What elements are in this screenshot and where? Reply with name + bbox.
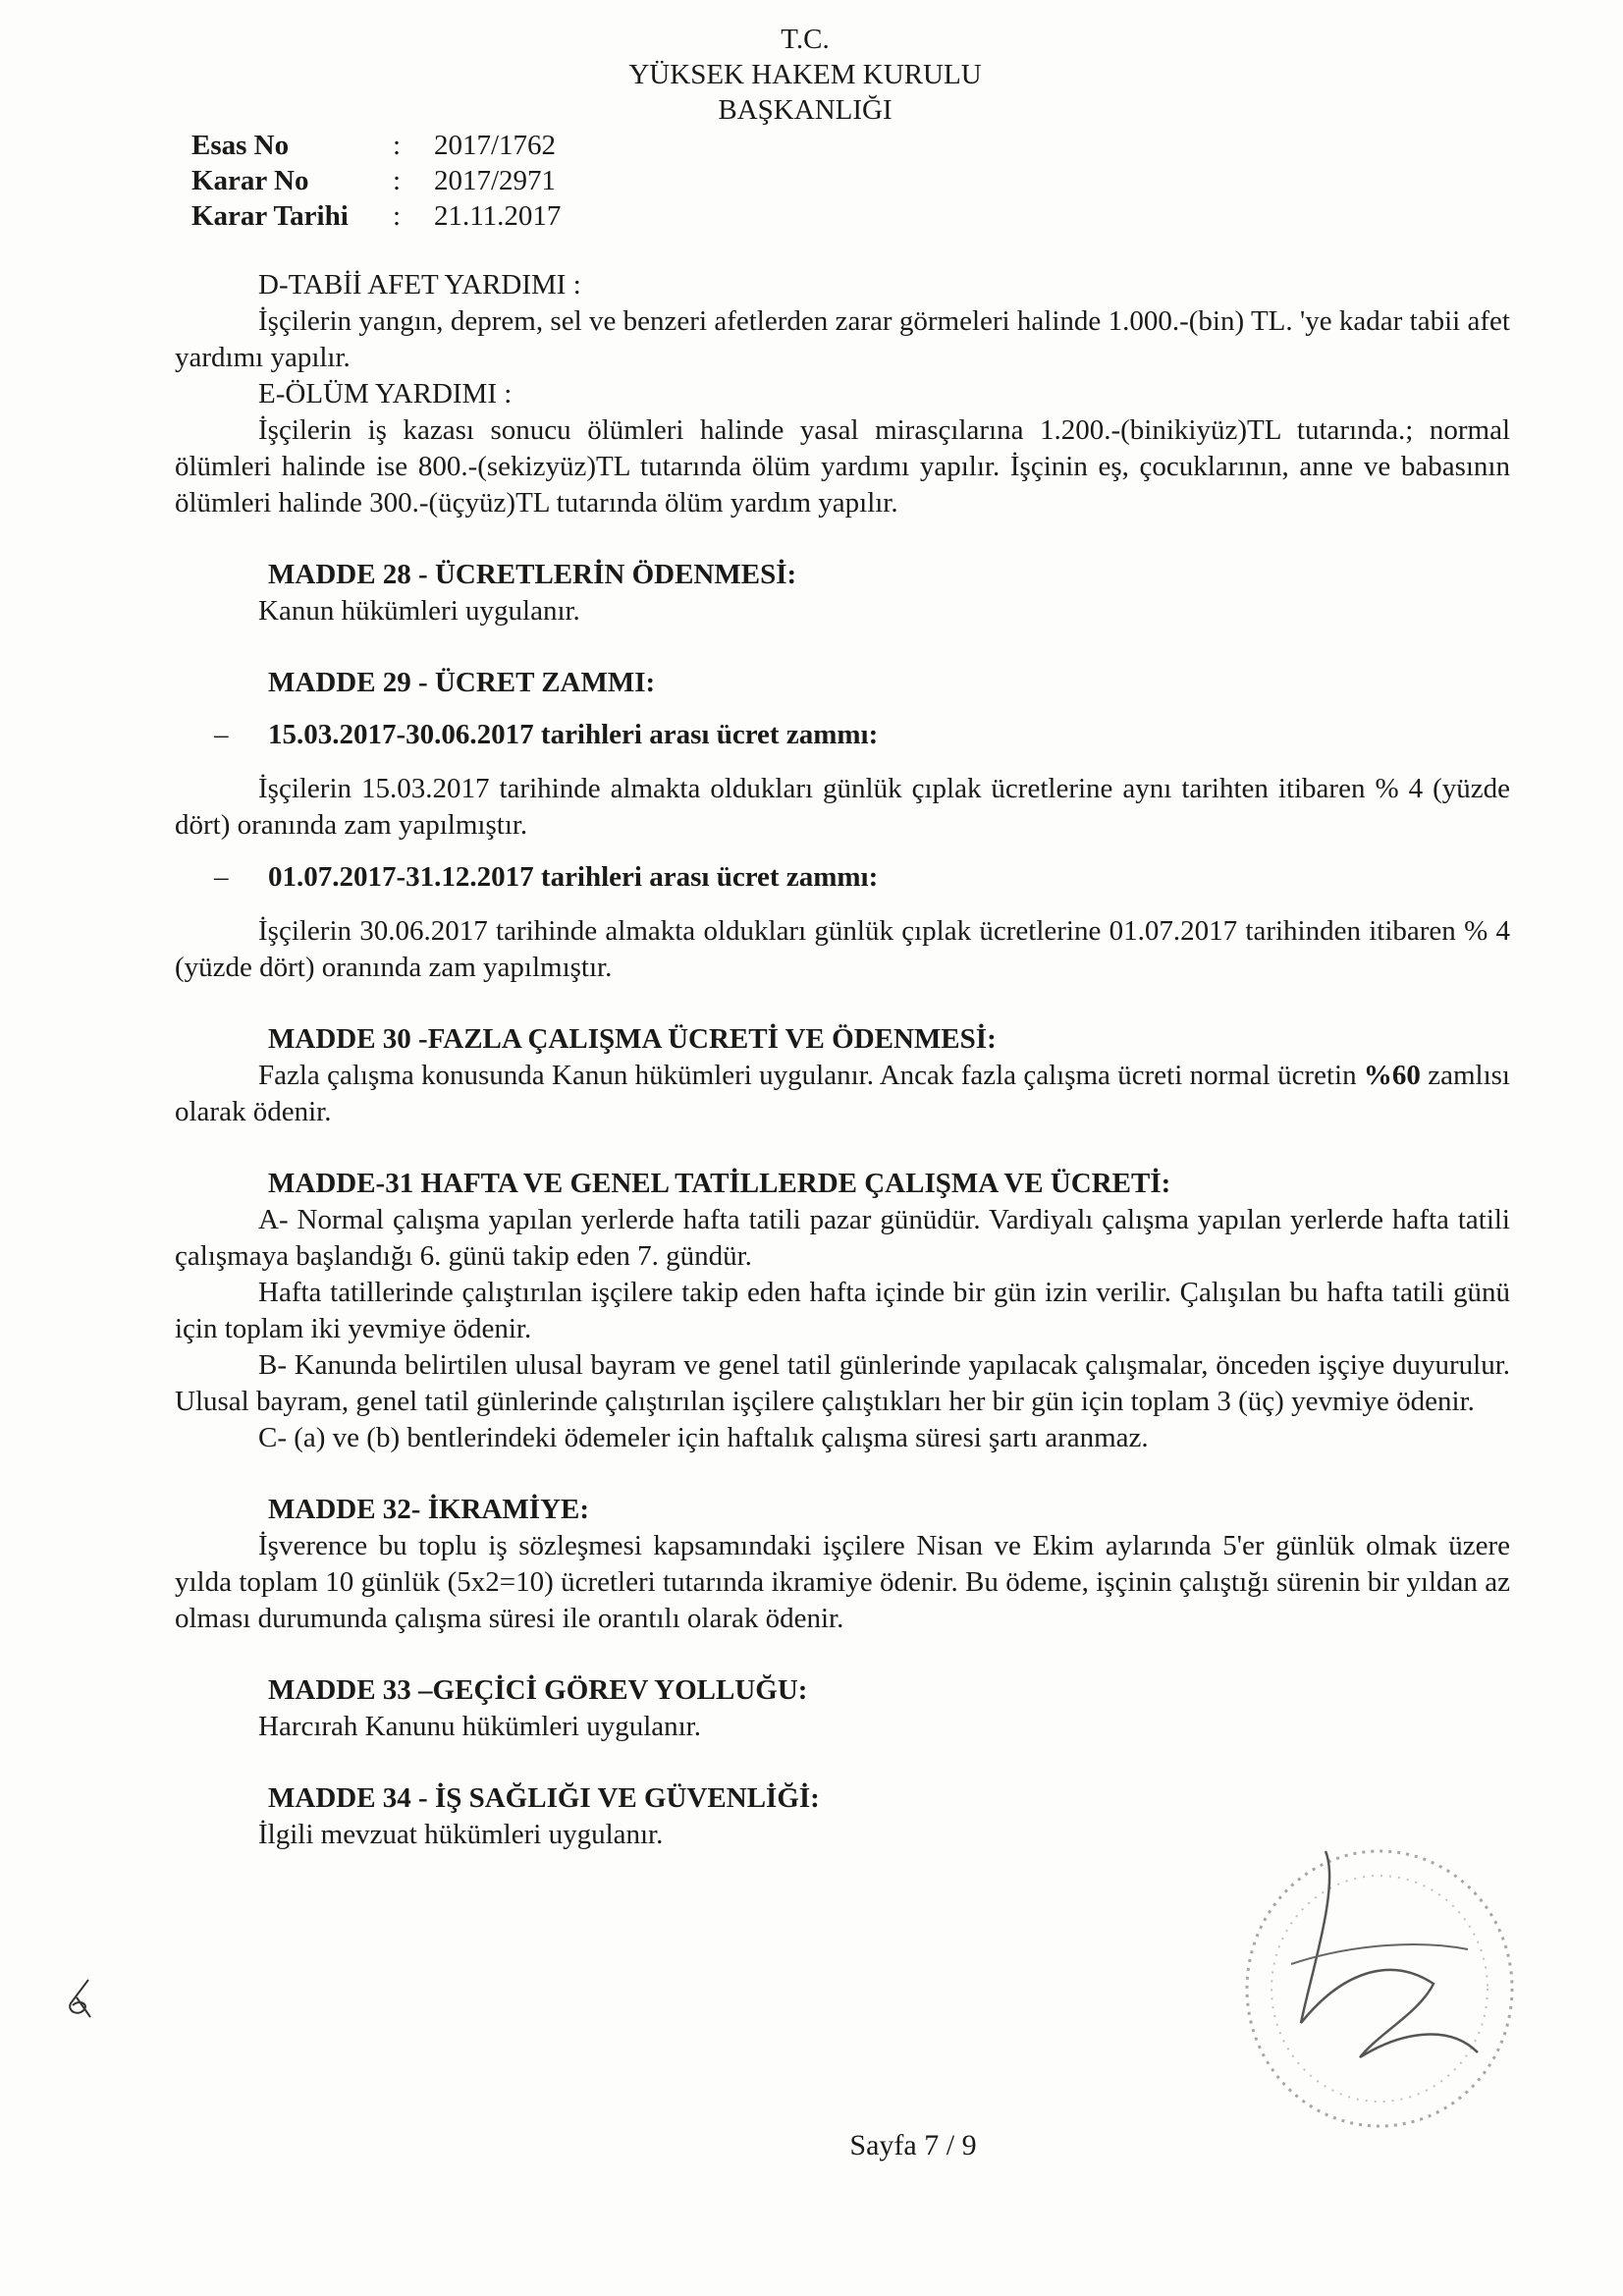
article-29-sub1-row xyxy=(175,717,1510,753)
article-29-text1: İşçilerin 15.03.2017 tarihinde almakta oldukları günlük çıplak ücretlerine aynı tarihten itibaren % 4 (yüzde dört) oranında zam yapılmıştır. xyxy=(175,773,1510,841)
dash-bullet: – xyxy=(214,719,229,750)
section-e-text: İşçilerin iş kazası sonucu ölümleri halinde yasal mirasçılarına 1.200.-(binikiyüz)TL tutarında.; normal ölümleri halinde ise 800.-(sekizyüz)TL tutarında ölüm yardımı yapılır. İşçinin eş, çocuklarının, anne ve babasının ölümleri halinde 300.-(üçyüz)TL tutarında ölüm yardım yapılır. xyxy=(175,414,1510,519)
article-32-text: İşverence bu toplu iş sözleşmesi kapsamındaki işçilere Nisan ve Ekim aylarında 5'er günlük olmak üzere yılda toplam 10 günlük (5x2=10) ücretleri tutarında ikramiye ödenir. Bu ödeme, işçinin çalıştığı sürenin bir yıldan az olması durumunda çalışma süresi ile orantılı olarak ödenir. xyxy=(175,1530,1510,1634)
article-31-b: B- Kanunda belirtilen ulusal bayram ve genel tatil günlerinde yapılacak çalışmalar, önceden işçiye duyurulur. Ulusal bayram, genel tatil günlerinde çalıştırılan işçilere çalıştıkları her bir gün için toplam 3 (üç) yevmiye ödenir. xyxy=(175,1349,1510,1417)
article-32-title: MADDE 32- İKRAMİYE: xyxy=(268,1494,590,1525)
article-33-title: MADDE 33 –GEÇİCİ GÖREV YOLLUĞU: xyxy=(268,1674,808,1706)
article-31-a: A- Normal çalışma yapılan yerlerde hafta tatili pazar günüdür. Vardiyalı çalışma yapılan yerlerde hafta tatili çalışmaya başlandığı 6. günü takip eden 7. gündür. xyxy=(175,1204,1510,1272)
header-line-3: BAŞKANLIĞI xyxy=(718,94,893,126)
section-d-title: D-TABİİ AFET YARDIMI : xyxy=(258,269,581,301)
article-29-text2: İşçilerin 30.06.2017 tarihinde almakta oldukları günlük çıplak ücretlerine 01.07.2017 tarihinden itibaren % 4 (yüzde dört) oranında zam yapılmıştır. xyxy=(175,915,1510,983)
meta-colon: : xyxy=(393,165,402,196)
meta-value: 2017/1762 xyxy=(434,130,557,161)
meta-colon: : xyxy=(393,130,402,161)
article-30-title: MADDE 30 -FAZLA ÇALIŞMA ÜCRETİ VE ÖDENMESİ: xyxy=(268,1023,997,1055)
article-34-text: İlgili mevzuat hükümleri uygulanır. xyxy=(258,1819,664,1850)
article-31-title: MADDE-31 HAFTA VE GENEL TATİLLERDE ÇALIŞMA VE ÜCRETİ: xyxy=(268,1168,1171,1199)
official-stamp-signature-icon xyxy=(1232,1827,1527,2141)
meta-label: Karar No xyxy=(191,165,309,196)
article-29-sub1-title: 15.03.2017-30.06.2017 tarihleri arası ücret zammı: xyxy=(268,719,879,750)
page-number: Sayfa 7 / 9 xyxy=(849,2129,977,2161)
article-28-text: Kanun hükümleri uygulanır. xyxy=(258,595,580,627)
article-28-title: MADDE 28 - ÜCRETLERİN ÖDENMESİ: xyxy=(268,559,797,590)
dash-bullet: – xyxy=(214,861,229,893)
meta-value: 21.11.2017 xyxy=(434,200,562,232)
margin-initial-icon xyxy=(59,1974,98,2023)
meta-label: Esas No xyxy=(191,130,290,161)
meta-value: 2017/2971 xyxy=(434,165,557,196)
meta-label: Karar Tarihi xyxy=(191,200,349,232)
section-d-text: İşçilerin yangın, deprem, sel ve benzeri afetlerden zarar görmeleri halinde 1.000.-(bin) TL. 'ye kadar tabii afet yardımı yapılır. xyxy=(175,305,1510,373)
article-29-sub2-row xyxy=(175,859,1510,896)
article-29-sub2-title: 01.07.2017-31.12.2017 tarihleri arası ücret zammı: xyxy=(268,861,879,893)
document-body xyxy=(175,267,1510,1853)
article-30-text-a: Fazla çalışma konusunda Kanun hükümleri uygulanır. Ancak fazla çalışma ücreti normal ücretin xyxy=(258,1060,1364,1091)
institution-header xyxy=(530,22,1080,128)
article-34-title: MADDE 34 - İŞ SAĞLIĞI VE GÜVENLİĞİ: xyxy=(268,1782,820,1814)
article-30-text-c: zamlısı olarak ödenir. xyxy=(175,1060,1510,1127)
header-line-1: T.C. xyxy=(781,24,830,55)
case-meta-table xyxy=(191,128,561,234)
header-line-2: YÜKSEK HAKEM KURULU xyxy=(628,59,982,90)
meta-row-esas xyxy=(191,128,561,163)
article-31-c: C- (a) ve (b) bentlerindeki ödemeler için haftalık çalışma süresi şartı aranmaz. xyxy=(258,1422,1149,1453)
meta-row-karar xyxy=(191,163,561,198)
meta-colon: : xyxy=(393,200,402,232)
section-e-title: E-ÖLÜM YARDIMI : xyxy=(258,378,513,410)
article-33-text: Harcırah Kanunu hükümleri uygulanır. xyxy=(258,1711,701,1742)
article-29-title: MADDE 29 - ÜCRET ZAMMI: xyxy=(268,667,656,698)
article-30-text xyxy=(175,1058,1510,1130)
meta-row-tarih xyxy=(191,198,561,234)
article-30-rate: %60 xyxy=(1363,1060,1421,1091)
article-31-a2: Hafta tatillerinde çalıştırılan işçilere takip eden hafta içinde bir gün izin verilir. Çalışılan bu hafta tatili günü için toplam iki yevmiye ödenir. xyxy=(175,1277,1510,1344)
